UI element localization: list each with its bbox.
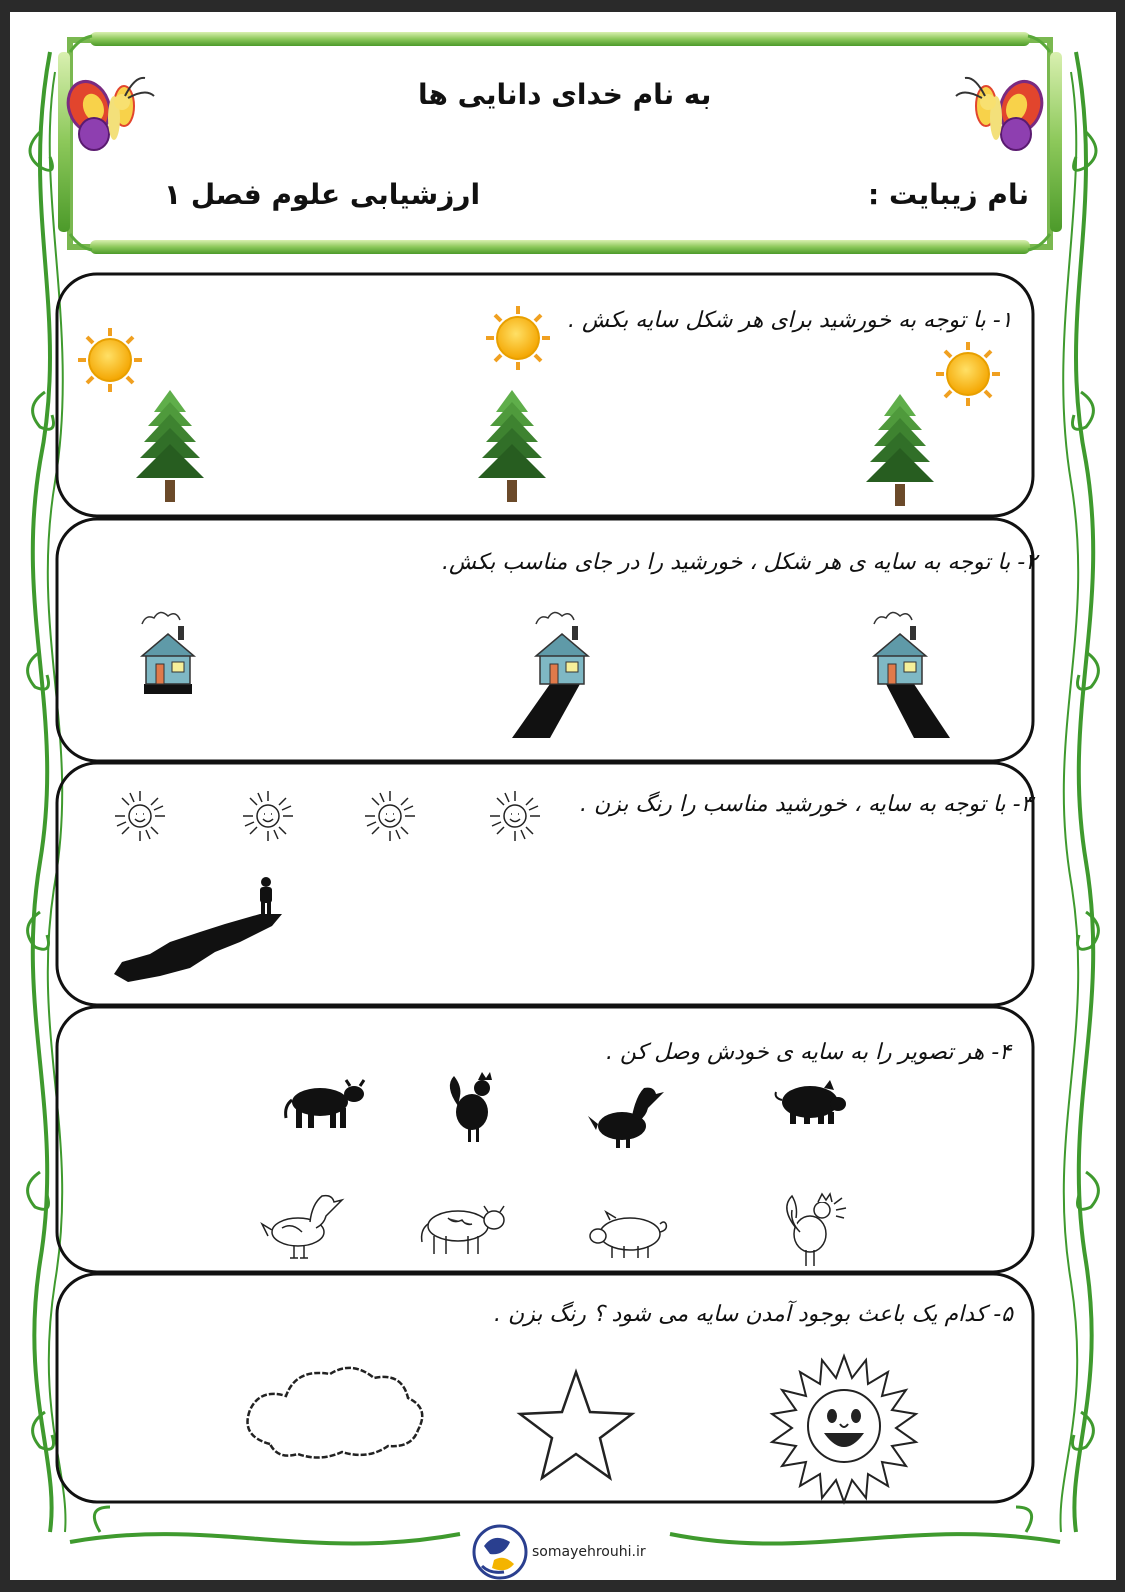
rooster-outline-icon: [787, 1194, 846, 1266]
duck-outline-icon: [262, 1196, 342, 1258]
header-frame: [58, 32, 1062, 254]
sun-outline-icon: [490, 791, 540, 841]
house-icon: [512, 612, 588, 738]
site-logo-icon: [474, 1526, 526, 1578]
sun-outline-icon: [243, 791, 293, 841]
sun-face-icon: [772, 1356, 916, 1502]
sun-outline-icon: [365, 791, 415, 841]
rooster-silhouette-icon: [450, 1072, 492, 1142]
house-icon: [874, 612, 950, 738]
question-5-text: ۵- کدام یک باعث بوجود آمدن سایه می شود ؟ رنگ بزن .: [494, 1302, 1013, 1327]
cow-outline-icon: [422, 1206, 504, 1254]
right-vine: [1061, 52, 1099, 1532]
cow-silhouette-icon: [286, 1080, 364, 1128]
sun-icon: [936, 342, 1000, 406]
pig-silhouette-icon: [776, 1080, 846, 1124]
tree-icon: [478, 390, 546, 502]
question-4-text: ۴- هر تصویر را به سایه ی خودش وصل کن .: [606, 1040, 1011, 1065]
duck-silhouette-icon: [588, 1088, 664, 1148]
exam-subject: ارزشیابی علوم فصل ۱: [164, 178, 481, 211]
person-shadow-icon: [114, 877, 282, 982]
student-name-label: نام زیبایت :: [868, 178, 1029, 211]
star-icon: [520, 1372, 632, 1478]
sun-outline-icon: [115, 791, 165, 841]
sun-icon: [78, 328, 142, 392]
question-2-text: ۲- با توجه به سایه ی هر شکل ، خورشید را در جای مناسب بکش.: [442, 550, 1038, 575]
pig-outline-icon: [590, 1212, 666, 1258]
question-1-text: ۱- با توجه به خورشید برای هر شکل سایه بکش .: [568, 308, 1013, 333]
question-3-text: ۳- با توجه به سایه ، خورشید مناسب را رنگ بزن .: [580, 792, 1033, 817]
worksheet-page: [10, 12, 1116, 1580]
bottom-vine: [70, 1507, 1060, 1544]
tree-icon: [866, 394, 934, 506]
house-icon: [142, 612, 194, 694]
cloud-icon: [248, 1368, 423, 1458]
page-title: به نام خدای دانایی ها: [418, 78, 712, 111]
tree-icon: [136, 390, 204, 502]
site-url: somayehrouhi.ir: [532, 1544, 646, 1560]
sun-icon: [486, 306, 550, 370]
